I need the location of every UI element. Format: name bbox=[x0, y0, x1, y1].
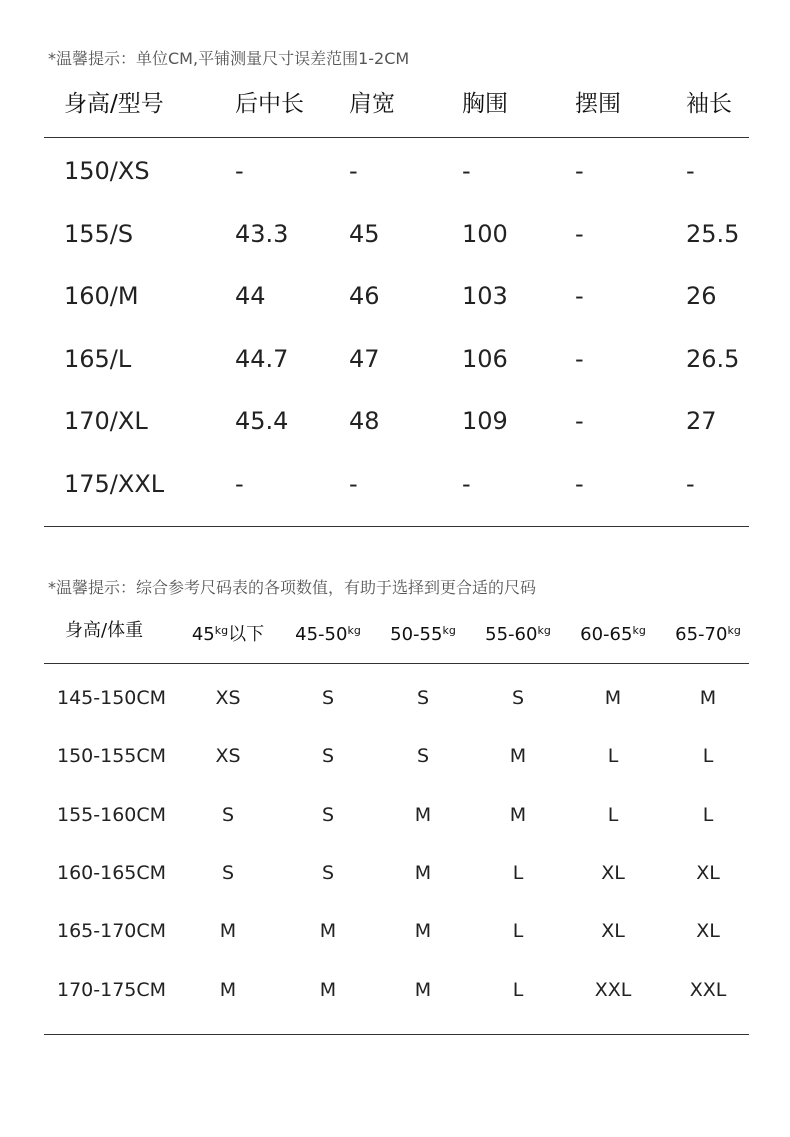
cell-height-range: 165-170CM bbox=[57, 920, 167, 943]
cell-size: XL bbox=[696, 920, 720, 943]
header-weight-range: 50-55 bbox=[390, 624, 443, 645]
cell-back-length: 45.4 bbox=[235, 407, 289, 435]
cell-size: M bbox=[414, 978, 432, 1001]
cell-size: XL bbox=[601, 861, 625, 884]
cell-height-range: 160-165CM bbox=[57, 861, 167, 884]
fit-table-row bbox=[0, 800, 790, 830]
header-weight-range: 65-70 bbox=[675, 624, 728, 645]
header-weight-range: 60-65 bbox=[580, 624, 633, 645]
cell-shoulder: 48 bbox=[349, 407, 380, 435]
cell-size: L bbox=[702, 803, 714, 826]
cell-hem: - bbox=[575, 282, 584, 310]
cell-back-length: 44.7 bbox=[235, 344, 289, 373]
cell-size: XL bbox=[601, 920, 625, 943]
cell-size: XXL bbox=[594, 978, 632, 1001]
cell-size: XXL bbox=[689, 978, 727, 1001]
cell-sleeve: 26 bbox=[686, 282, 717, 310]
cell-sleeve: 27 bbox=[686, 407, 717, 435]
fit-table-row bbox=[0, 741, 790, 771]
cell-shoulder: - bbox=[349, 469, 358, 498]
cell-sleeve: - bbox=[686, 469, 695, 498]
size-tip-1: *温馨提示：单位CM,平铺测量尺寸误差范围1-2CM bbox=[48, 49, 410, 68]
cell-shoulder: 45 bbox=[349, 219, 380, 248]
cell-chest: 109 bbox=[462, 407, 508, 435]
cell-size: XL bbox=[696, 861, 720, 884]
cell-sleeve: 25.5 bbox=[686, 219, 740, 248]
header-hem: 摆围 bbox=[575, 91, 621, 117]
cell-size: S bbox=[221, 861, 235, 884]
row-height-model: 160/M bbox=[64, 282, 139, 310]
row-height-model: 175/XXL bbox=[64, 469, 165, 498]
fit-table-row bbox=[0, 975, 790, 1005]
cell-size: S bbox=[221, 803, 235, 826]
row-height-model: 170/XL bbox=[64, 407, 148, 435]
row-height-model: 165/L bbox=[64, 344, 132, 373]
cell-chest: 100 bbox=[462, 219, 508, 248]
cell-size: L bbox=[512, 978, 524, 1001]
header-weight-tail: 以下 bbox=[228, 624, 265, 645]
row-height-model: 155/S bbox=[64, 219, 134, 248]
fit-table-header bbox=[0, 616, 790, 646]
cell-chest: - bbox=[462, 157, 471, 185]
fit-table-row bbox=[0, 916, 790, 946]
header-weight-unit: kg bbox=[442, 624, 456, 637]
cell-size: M bbox=[319, 920, 337, 943]
header-weight-unit: kg bbox=[632, 624, 646, 637]
header-weight-unit: kg bbox=[537, 624, 551, 637]
cell-size: S bbox=[416, 745, 430, 768]
cell-size: M bbox=[414, 861, 432, 884]
size-tip-2: *温馨提示：综合参考尺码表的各项数值，有助于选择到更合适的尺码 bbox=[48, 578, 537, 597]
cell-back-length: 44 bbox=[235, 282, 266, 310]
header-weight-range: 45 bbox=[191, 624, 215, 645]
fit-table-row bbox=[0, 858, 790, 888]
size-table-header bbox=[0, 84, 790, 124]
cell-chest: - bbox=[462, 469, 471, 498]
fit-table-row bbox=[0, 683, 790, 713]
header-weight-col bbox=[473, 616, 563, 650]
table2-top-rule bbox=[44, 663, 749, 664]
cell-size: L bbox=[512, 920, 524, 943]
header-weight-col bbox=[378, 616, 468, 650]
cell-back-length: 43.3 bbox=[235, 219, 289, 248]
cell-hem: - bbox=[575, 344, 584, 373]
header-weight-col bbox=[283, 616, 373, 650]
cell-shoulder: - bbox=[349, 157, 358, 185]
header-weight-col bbox=[568, 616, 658, 650]
cell-size: S bbox=[321, 745, 335, 768]
cell-size: M bbox=[699, 687, 717, 709]
header-weight-range: 55-60 bbox=[485, 624, 538, 645]
cell-size: S bbox=[321, 861, 335, 884]
cell-size: XS bbox=[215, 687, 241, 709]
header-weight-unit: kg bbox=[214, 624, 229, 637]
header-weight-unit: kg bbox=[347, 624, 361, 637]
cell-hem: - bbox=[575, 407, 584, 435]
header-label: 身高/体重 bbox=[65, 620, 144, 641]
cell-hem: - bbox=[575, 219, 584, 248]
cell-hem: - bbox=[575, 157, 584, 185]
cell-size: M bbox=[414, 803, 432, 826]
table2-bottom-rule bbox=[44, 1034, 749, 1035]
cell-size: XS bbox=[215, 745, 241, 768]
header-weight-col bbox=[663, 616, 753, 650]
row-height-model: 150/XS bbox=[64, 157, 150, 185]
size-table-row bbox=[0, 464, 790, 504]
header-back-length: 后中长 bbox=[235, 91, 304, 117]
cell-size: M bbox=[509, 803, 527, 826]
cell-size: L bbox=[702, 745, 714, 768]
cell-height-range: 155-160CM bbox=[57, 803, 167, 826]
size-table-row bbox=[0, 214, 790, 254]
cell-size: S bbox=[416, 687, 430, 709]
size-table-row bbox=[0, 151, 790, 191]
cell-size: M bbox=[509, 745, 527, 768]
cell-size: S bbox=[321, 803, 335, 826]
cell-sleeve: - bbox=[686, 157, 695, 185]
table1-top-rule bbox=[44, 137, 749, 138]
cell-size: S bbox=[511, 687, 525, 709]
cell-size: M bbox=[604, 687, 622, 709]
cell-shoulder: 46 bbox=[349, 282, 380, 310]
header-weight-range: 45-50 bbox=[295, 624, 348, 645]
cell-sleeve: 26.5 bbox=[686, 344, 740, 373]
cell-chest: 103 bbox=[462, 282, 508, 310]
cell-size: L bbox=[607, 803, 619, 826]
size-table-row bbox=[0, 401, 790, 441]
header-weight-col bbox=[183, 616, 273, 650]
cell-height-range: 145-150CM bbox=[57, 687, 167, 709]
header-shoulder: 肩宽 bbox=[349, 91, 395, 117]
cell-chest: 106 bbox=[462, 344, 508, 373]
header-sleeve: 袖长 bbox=[686, 91, 732, 117]
table1-bottom-rule bbox=[44, 526, 749, 527]
header-weight-unit: kg bbox=[727, 624, 741, 637]
cell-size: M bbox=[414, 920, 432, 943]
header-chest: 胸围 bbox=[462, 91, 508, 117]
cell-height-range: 150-155CM bbox=[57, 745, 167, 768]
cell-shoulder: 47 bbox=[349, 344, 380, 373]
cell-back-length: - bbox=[235, 469, 244, 498]
header-height-model: 身高/型号 bbox=[64, 91, 164, 117]
size-table-row bbox=[0, 339, 790, 379]
cell-size: M bbox=[219, 920, 237, 943]
cell-size: M bbox=[219, 978, 237, 1001]
cell-size: M bbox=[319, 978, 337, 1001]
cell-size: S bbox=[321, 687, 335, 709]
cell-height-range: 170-175CM bbox=[57, 978, 167, 1001]
cell-size: L bbox=[607, 745, 619, 768]
cell-back-length: - bbox=[235, 157, 244, 185]
cell-size: L bbox=[512, 861, 524, 884]
cell-hem: - bbox=[575, 469, 584, 498]
size-table-row bbox=[0, 276, 790, 316]
